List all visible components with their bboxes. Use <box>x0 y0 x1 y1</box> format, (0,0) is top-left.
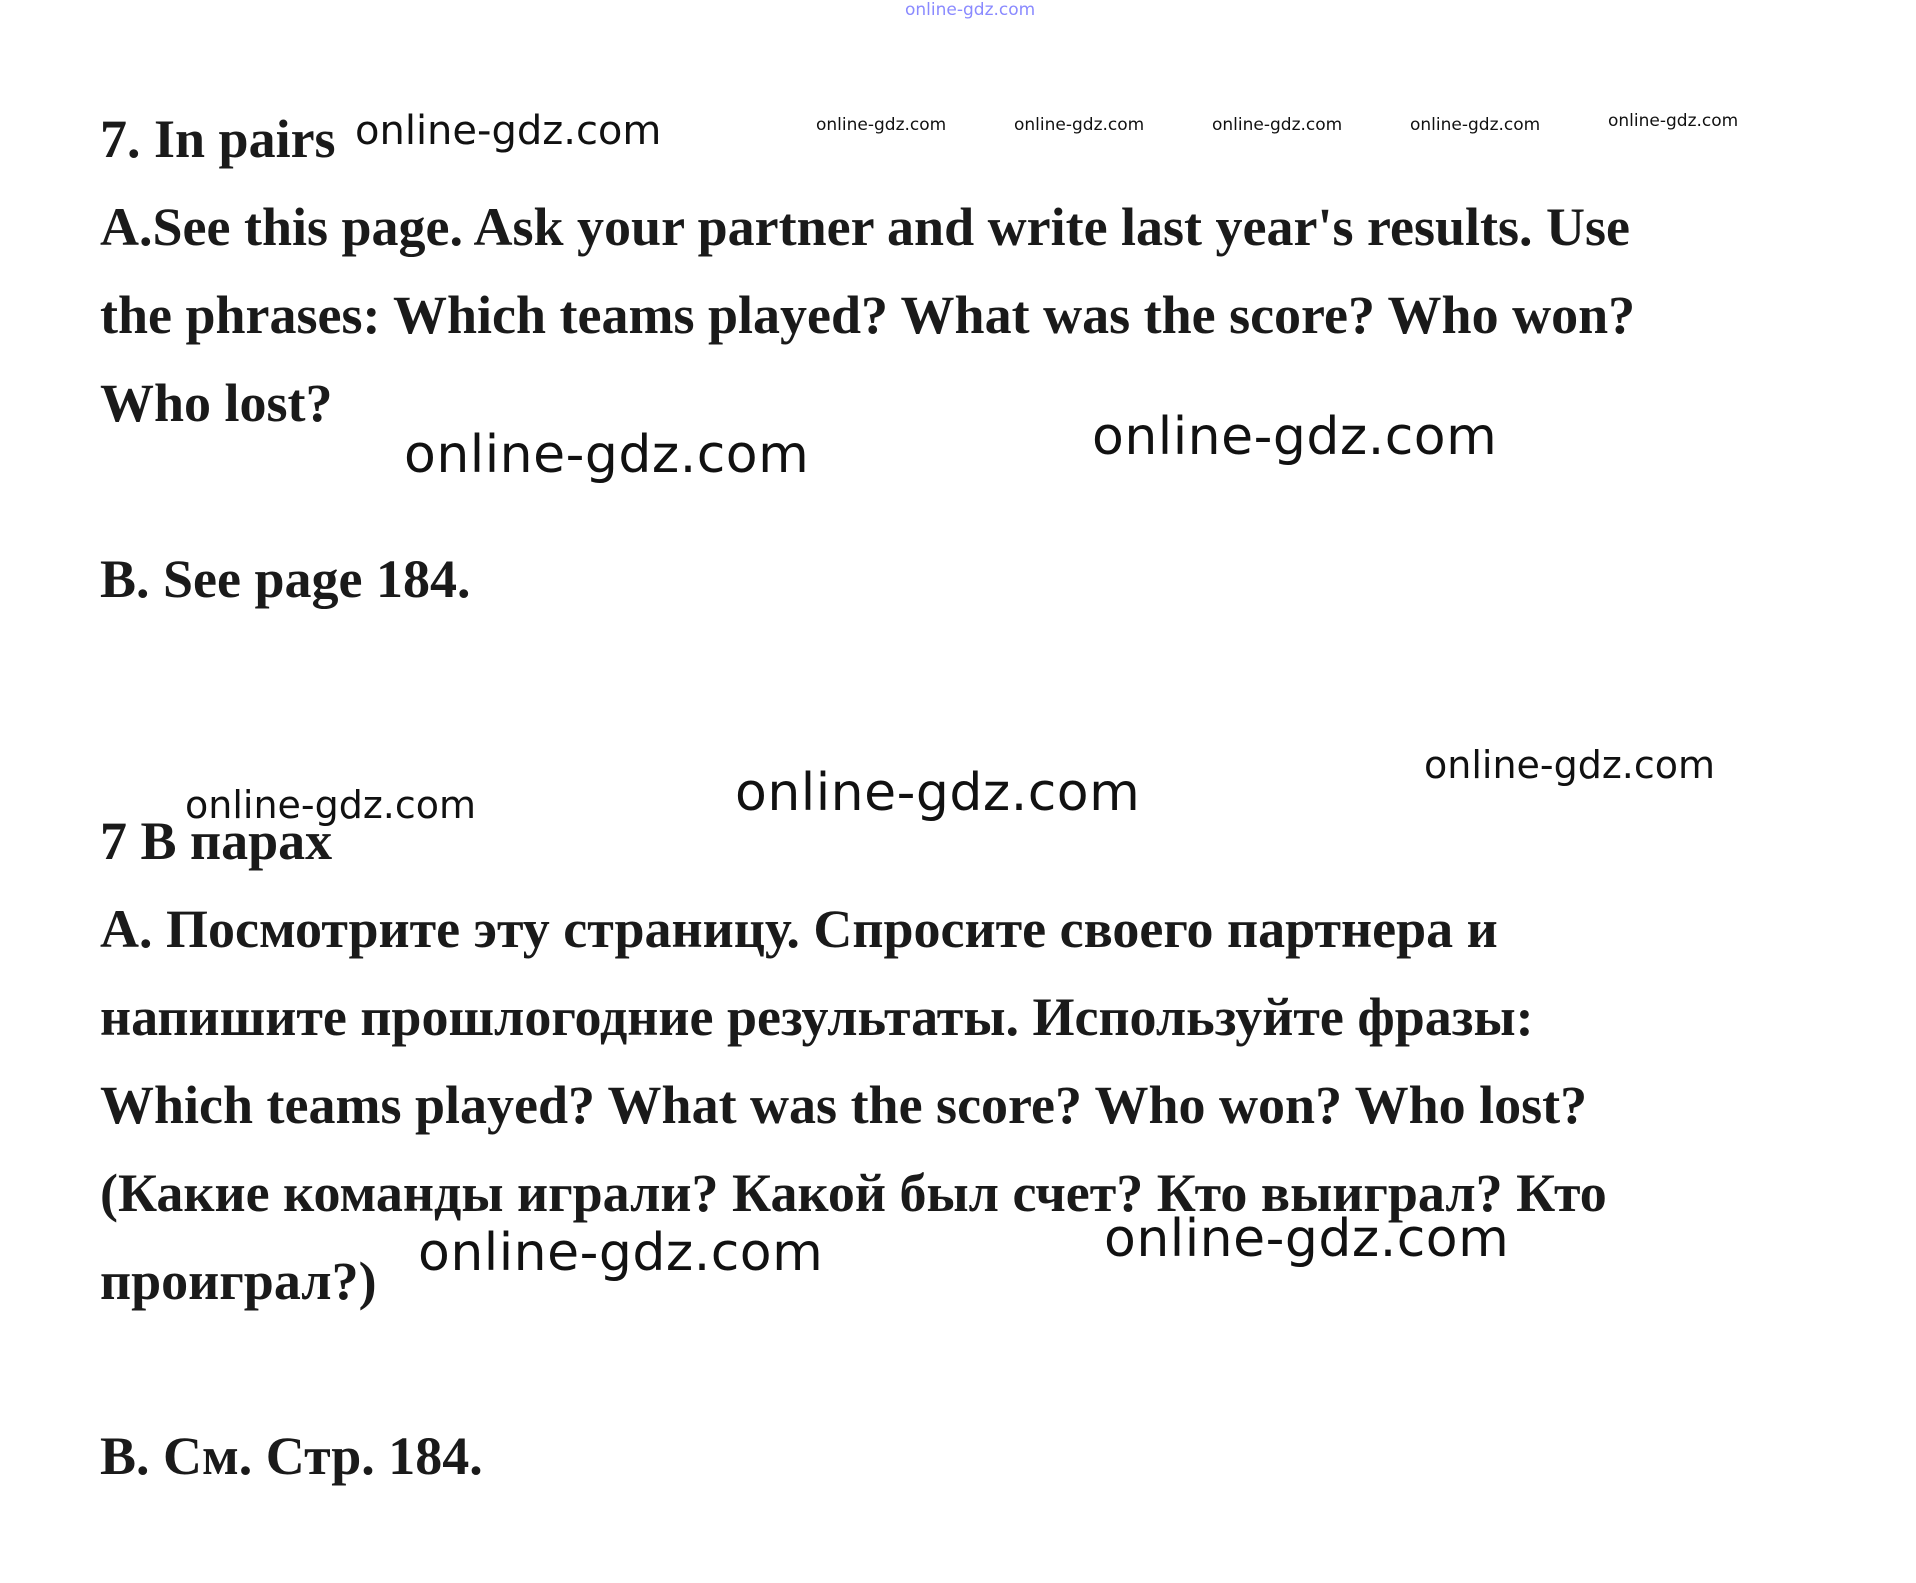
english-part-b: B. See page 184. <box>100 549 471 609</box>
english-part-a-line-3: Who lost? <box>100 373 333 433</box>
russian-part-a-line-1: А. Посмотрите эту страницу. Спросите своего партнера и <box>100 899 1498 959</box>
russian-heading: 7 В парах <box>100 811 333 871</box>
watermark-5: online-gdz.com <box>1410 115 1541 135</box>
russian-part-a-line-4: (Какие команды играли? Какой был счет? Кто выиграл? Кто <box>100 1163 1607 1223</box>
russian-part-b: В. См. Стр. 184. <box>100 1426 483 1486</box>
russian-part-a-line-3: Which teams played? What was the score? Who won? Who lost? <box>100 1075 1588 1135</box>
watermark-6: online-gdz.com <box>1608 111 1739 131</box>
watermark-7: online-gdz.com <box>404 425 810 485</box>
watermark-11: online-gdz.com <box>185 783 477 827</box>
russian-part-a-line-2: напишите прошлогодние результаты. Используйте фразы: <box>100 987 1534 1047</box>
watermark-3: online-gdz.com <box>1014 115 1145 135</box>
english-part-a-line-2: the phrases: Which teams played? What was the score? Who won? <box>100 285 1636 345</box>
watermark-9: online-gdz.com <box>1424 743 1716 787</box>
watermark-4: online-gdz.com <box>1212 115 1343 135</box>
watermark-8: online-gdz.com <box>1092 407 1498 467</box>
russian-part-a-line-5: проиграл?) <box>100 1251 377 1311</box>
watermark-top: online-gdz.com <box>905 0 1036 20</box>
watermark-12: online-gdz.com <box>1104 1209 1510 1269</box>
watermark-10: online-gdz.com <box>735 763 1141 823</box>
watermark-13: online-gdz.com <box>418 1223 824 1283</box>
english-heading: 7. In pairs <box>100 109 336 169</box>
watermark-1: online-gdz.com <box>355 108 662 154</box>
english-part-a-line-1: A.See this page. Ask your partner and write last year's results. Use <box>100 197 1630 257</box>
watermark-2: online-gdz.com <box>816 115 947 135</box>
